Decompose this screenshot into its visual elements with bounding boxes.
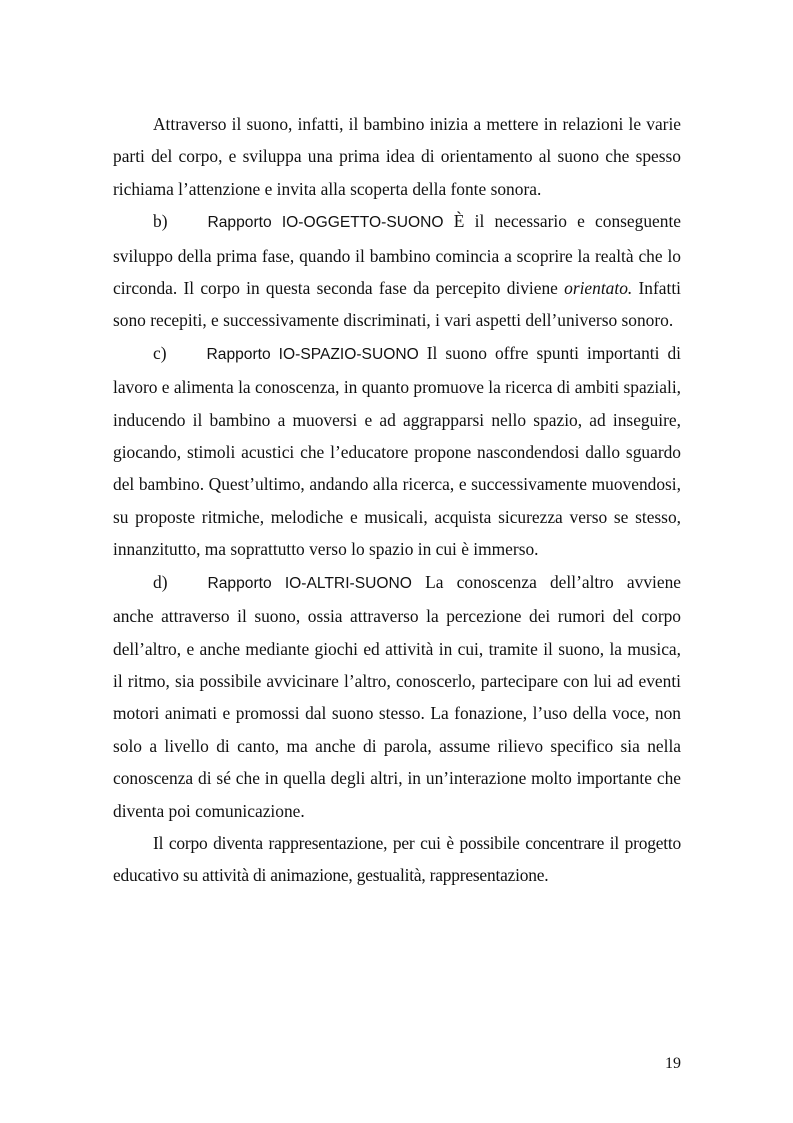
section-heading-d: Rapporto IO-ALTRI-SUONO bbox=[207, 574, 412, 592]
list-marker-b: b) bbox=[153, 211, 168, 232]
section-heading-c: Rapporto IO-SPAZIO-SUONO bbox=[206, 345, 419, 363]
body-text bbox=[113, 108, 681, 892]
paragraph-intro: Attraverso il suono, infatti, il bambino inizia a mettere in relazioni le varie parti del corpo, e sviluppa una prima idea di orientamento al suono che spesso richiama l’attenzione e invita alla scoperta della fonte sonora. bbox=[113, 114, 681, 199]
section-heading-b: Rapporto IO-OGGETTO-SUONO bbox=[207, 214, 444, 232]
paragraph-c bbox=[113, 337, 681, 566]
paragraph-b bbox=[113, 205, 681, 337]
paragraph-conclusion: Il corpo diventa rappresentazione, per cui è possibile concentrare il progetto educativo su attività di animazione, gestualità, rappresentazione. bbox=[113, 832, 681, 886]
paragraph-d-text: La conoscenza dell’altro avviene anche attraverso il suono, ossia attraverso la percezione dei rumori del corpo dell’altro, e anche mediante giochi ed attività in cui, tramite il suono, la musica, il ritmo, sia possibile avvicinare l’altro, conoscerlo, partecipare con lui ad eventi motori animati e promossi dal suono stesso. La fonazione, l’uso della voce, non solo a livello di canto, ma anche di parola, assume rilievo specifico sia nella conoscenza di sé che in quella degli altri, in un’interazione molto importante che diventa poi comunicazione. bbox=[113, 571, 681, 821]
paragraph-c-text: Il suono offre spunti importanti di lavoro e alimenta la conoscenza, in quanto promuove la ricerca di ambiti spaziali, inducendo il bambino a muoversi e ad aggrapparsi nello spazio, ad inseguire, giocando, stimoli acustici che l’educatore propone nascondendosi dallo sguardo del bambino. Quest’ultimo, andando alla ricerca, e successivamente muovendosi, su proposte ritmiche, melodiche e musicali, acquista sicurezza verso se stesso, innanzitutto, ma soprattutto verso lo spazio in cui è immerso. bbox=[113, 342, 681, 560]
paragraph-d bbox=[113, 566, 681, 827]
emphasis-orientato: orientato. bbox=[564, 278, 633, 299]
paragraph-b-text: È il necessario e conseguente sviluppo della prima fase, quando il bambino comincia a scoprire la realtà che lo circonda. Il corpo in questa seconda fase da percepito diviene bbox=[113, 211, 681, 299]
paragraph-b-text-end: Infatti sono recepiti, e successivamente discriminati, i vari aspetti dell’universo sonoro. bbox=[113, 278, 682, 331]
page-number: 19 bbox=[665, 1055, 681, 1072]
list-marker-c: c) bbox=[153, 342, 167, 363]
list-marker-d: d) bbox=[153, 571, 168, 592]
